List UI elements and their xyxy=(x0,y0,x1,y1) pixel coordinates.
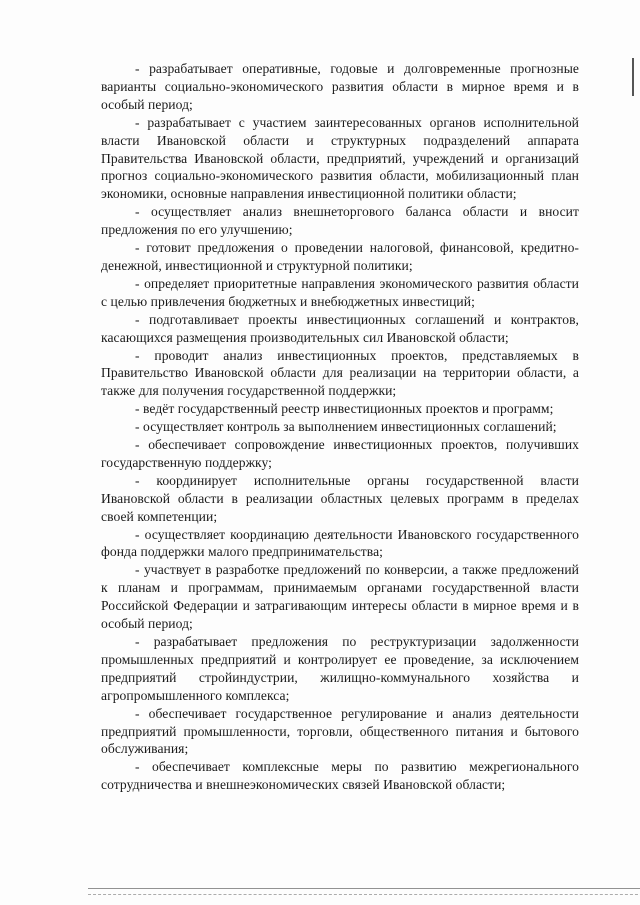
duty-item-7: - проводит анализ инвестиционных проектов, представляемых в Правительство Ивановской области для реализации на территории области, а также для получения государственной поддержки; xyxy=(101,347,579,399)
duty-item-14: - разрабатывает предложения по реструктуризации задолженности промышленных предприятий и контролирует ее проведение, за исключением предприятий стройиндустрии, жилищно-коммунального хозяйства и агропромышленного комплекса; xyxy=(101,634,579,703)
duty-item-9: - осуществляет контроль за выполнением инвестиционных соглашений; xyxy=(135,419,557,435)
scan-edge-mark xyxy=(632,58,634,96)
duty-item-1: - разрабатывает оперативные, годовые и долговременные прогнозные варианты социально-экономического развития области в мирное время и в особый период; xyxy=(101,61,579,112)
duty-item-13: - участвует в разработке предложений по конверсии, а также предложений к планам и программам, принимаемым органами государственной власти Российской Федерации и затрагивающим интересы области в мирное время и в особый период; xyxy=(101,562,579,632)
duty-item-4: - готовит предложения о проведении налоговой, финансовой, кредитно-денежной, инвестиционной и структурной политики; xyxy=(101,240,579,273)
duty-item-11: - координирует исполнительные органы государственной власти Ивановской области в реализации областных целевых программ в пределах своей компетенции; xyxy=(101,472,579,524)
bottom-rule-line xyxy=(88,888,640,889)
duty-item-6: - подготавливает проекты инвестиционных соглашений и контрактов, касающихся размещения производительных сил Ивановской области; xyxy=(101,311,579,345)
duty-item-12: - осуществляет координацию деятельности Ивановского государственного фонда поддержки малого предпринимательства; xyxy=(101,526,579,560)
duty-item-8: - ведёт государственный реестр инвестиционных проектов и программ; xyxy=(135,401,554,417)
duty-item-2: - разрабатывает с участием заинтересованных органов исполнительной власти Ивановской области и структурных подразделений аппарата Правительства Ивановской области, предприятий, учреждений и организаций прогноз социально-экономического развития области, мобилизационный план экономики, основные направления инвестиционной политики области; xyxy=(101,114,579,202)
document-body xyxy=(101,60,579,794)
duty-item-16: - обеспечивает комплексные меры по развитию межрегионального сотрудничества и внешнеэкономических связей Ивановской области; xyxy=(101,759,579,793)
duty-item-10: - обеспечивает сопровождение инвестиционных проектов, получивших государственную поддержку; xyxy=(101,437,579,470)
duty-item-15: - обеспечивает государственное регулирование и анализ деятельности предприятий промышленности, торговли, общественного питания и бытового обслуживания; xyxy=(101,705,579,757)
duty-item-5: - определяет приоритетные направления экономического развития области с целью привлечения бюджетных и внебюджетных инвестиций; xyxy=(101,275,579,309)
bottom-dashed-line xyxy=(88,894,640,895)
duty-item-3: - осуществляет анализ внешнеторгового баланса области и вносит предложения по его улучшению; xyxy=(101,204,579,238)
